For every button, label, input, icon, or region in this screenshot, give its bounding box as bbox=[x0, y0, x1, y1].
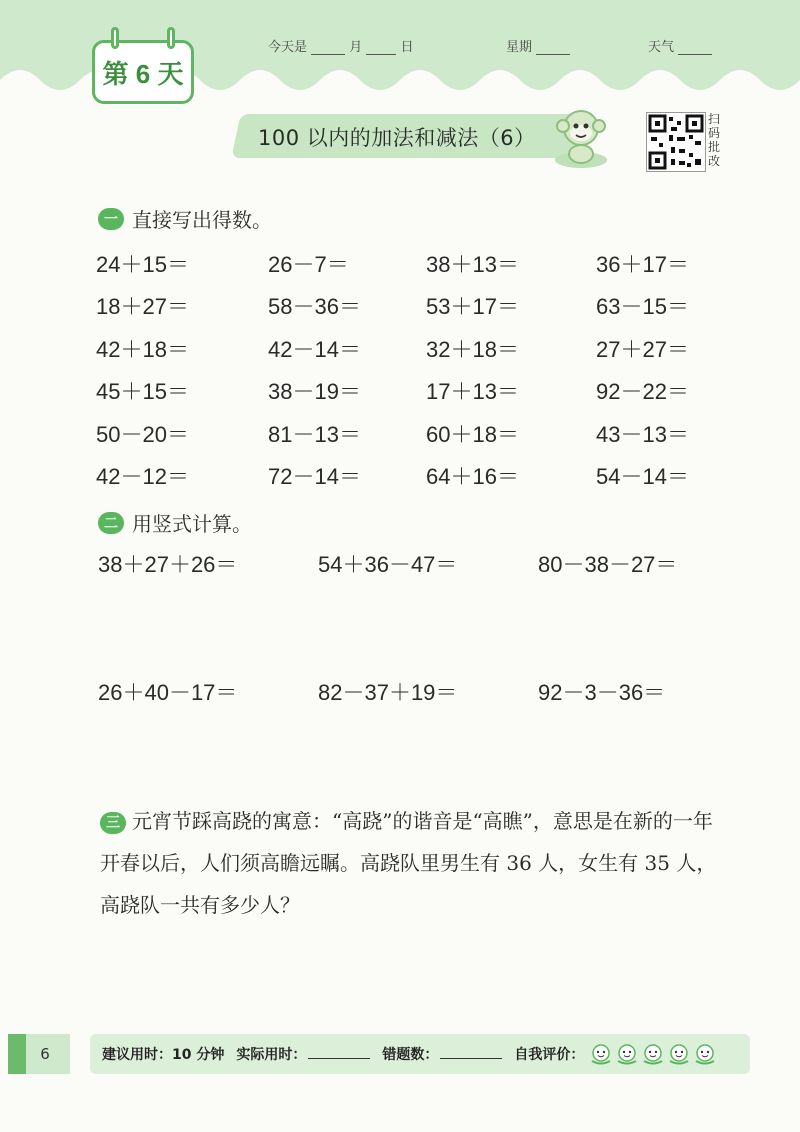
actual-time-label bbox=[236, 1044, 370, 1064]
smiley-face-icon[interactable] bbox=[642, 1043, 664, 1065]
vertical-calc-item: 38＋27＋26＝ bbox=[98, 552, 238, 577]
section-2-title: 用竖式计算。 bbox=[132, 512, 252, 536]
day-blank[interactable] bbox=[366, 42, 396, 55]
smiley-face-icon[interactable] bbox=[590, 1043, 612, 1065]
date-today-label: 今天是 bbox=[268, 40, 308, 55]
exercise-item: 54－14＝ bbox=[596, 464, 689, 489]
exercise-item: 24＋15＝ bbox=[96, 252, 189, 277]
qr-code-icon[interactable] bbox=[646, 112, 706, 172]
vertical-calc-item: 82－37＋19＝ bbox=[318, 680, 458, 705]
smiley-face-icon[interactable] bbox=[668, 1043, 690, 1065]
calendar-ring-icon bbox=[167, 27, 175, 49]
suggested-time: 建议用时：10 分钟 bbox=[102, 1047, 225, 1063]
exercise-item: 18＋27＝ bbox=[96, 294, 189, 319]
exercise-item: 43－13＝ bbox=[596, 422, 689, 447]
day-label-text: 日 bbox=[400, 40, 414, 55]
actual-time-blank[interactable] bbox=[308, 1046, 370, 1059]
vertical-calc-item: 54＋36－47＝ bbox=[318, 552, 458, 577]
section-number-icon: 三 bbox=[100, 812, 126, 834]
page-number: 6 bbox=[40, 1045, 50, 1063]
date-field bbox=[268, 36, 414, 55]
exercise-item: 32＋18＝ bbox=[426, 337, 519, 362]
monkey-mascot-icon bbox=[550, 102, 612, 170]
exercise-item: 63－15＝ bbox=[596, 294, 689, 319]
errors-text: 错题数： bbox=[382, 1047, 439, 1063]
qr-label bbox=[708, 112, 724, 168]
exercise-item: 42－12＝ bbox=[96, 464, 189, 489]
exercise-item: 38＋13＝ bbox=[426, 252, 519, 277]
exercise-item: 58－36＝ bbox=[268, 294, 361, 319]
weather-label: 天气 bbox=[648, 40, 675, 55]
page-tab bbox=[8, 1034, 70, 1074]
actual-time-text: 实际用时： bbox=[236, 1047, 307, 1063]
qr-label-char: 批 bbox=[708, 140, 721, 154]
weather-field bbox=[648, 36, 712, 55]
exercise-item: 81－13＝ bbox=[268, 422, 361, 447]
exercise-item: 27＋27＝ bbox=[596, 337, 689, 362]
vertical-calc-item: 80－38－27＝ bbox=[538, 552, 678, 577]
word-problem bbox=[100, 800, 730, 926]
section-number-icon: 二 bbox=[98, 512, 124, 534]
self-eval-faces bbox=[590, 1043, 720, 1065]
exercise-item: 60＋18＝ bbox=[426, 422, 519, 447]
qr-label-char: 改 bbox=[708, 154, 721, 168]
day-label: 第 6 天 bbox=[102, 58, 184, 89]
exercise-item: 64＋16＝ bbox=[426, 464, 519, 489]
calendar-ring-icon bbox=[111, 27, 119, 49]
lesson-title: 100 以内的加法和减法（6） bbox=[258, 126, 536, 150]
month-label: 月 bbox=[349, 40, 363, 55]
exercise-item: 45＋15＝ bbox=[96, 379, 189, 404]
errors-blank[interactable] bbox=[440, 1046, 502, 1059]
vertical-calc-item: 92－3－36＝ bbox=[538, 680, 666, 705]
section-number-icon: 一 bbox=[98, 208, 124, 230]
exercise-item: 42＋18＝ bbox=[96, 337, 189, 362]
weather-blank[interactable] bbox=[678, 42, 712, 55]
month-blank[interactable] bbox=[311, 42, 345, 55]
exercise-item: 36＋17＝ bbox=[596, 252, 689, 277]
weekday-field bbox=[506, 36, 570, 55]
exercise-item: 92－22＝ bbox=[596, 379, 689, 404]
word-problem-text: 元宵节踩高跷的寓意：“高跷”的谐音是“高瞧”，意思是在新的一年开春以后，人们须高瞻远瞩。高跷队里男生有 36 人，女生有 35 人，高跷队一共有多少人？ bbox=[100, 809, 717, 917]
exercise-item: 53＋17＝ bbox=[426, 294, 519, 319]
weekday-blank[interactable] bbox=[536, 42, 570, 55]
exercise-item: 50－20＝ bbox=[96, 422, 189, 447]
section-1-title: 直接写出得数。 bbox=[132, 208, 272, 232]
weekday-label: 星期 bbox=[506, 40, 533, 55]
exercise-item: 38－19＝ bbox=[268, 379, 361, 404]
day-badge bbox=[92, 40, 194, 104]
errors-label bbox=[382, 1044, 502, 1064]
qr-label-char: 码 bbox=[708, 126, 721, 140]
qr-label-char: 扫 bbox=[708, 112, 721, 126]
exercise-item: 17＋13＝ bbox=[426, 379, 519, 404]
section-1-header bbox=[98, 204, 272, 233]
vertical-calc-item: 26＋40－17＝ bbox=[98, 680, 238, 705]
smiley-face-icon[interactable] bbox=[694, 1043, 716, 1065]
footer-bar bbox=[90, 1034, 750, 1074]
self-eval-label: 自我评价： bbox=[514, 1047, 585, 1063]
smiley-face-icon[interactable] bbox=[616, 1043, 638, 1065]
exercise-item: 72－14＝ bbox=[268, 464, 361, 489]
exercise-item: 42－14＝ bbox=[268, 337, 361, 362]
exercise-item: 26－7＝ bbox=[268, 252, 349, 277]
section-2-header bbox=[98, 508, 252, 537]
